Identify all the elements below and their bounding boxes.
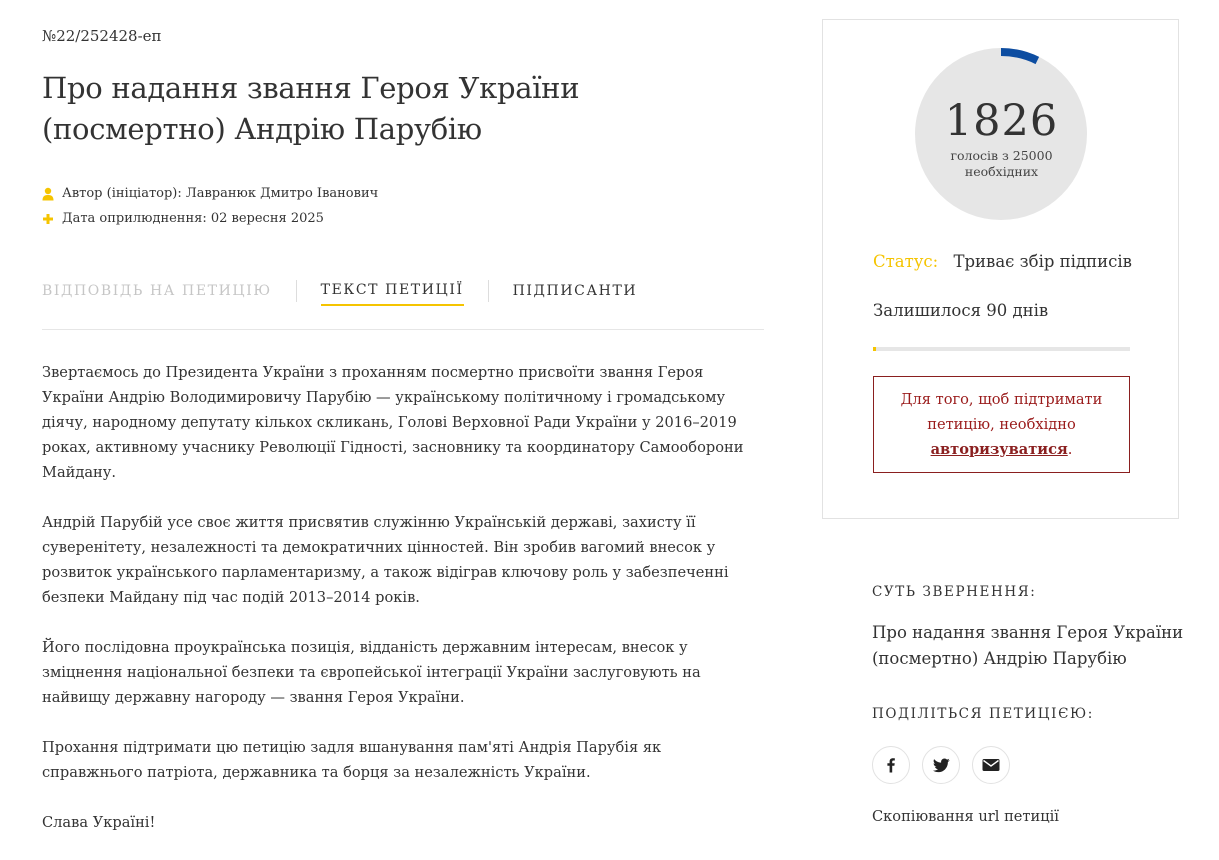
petition-title-line2: (посмертно) Андрію Парубію — [42, 112, 482, 146]
twitter-icon — [933, 758, 950, 773]
petition-title — [42, 68, 682, 150]
tab-signers[interactable]: ПІДПИСАНТИ — [512, 283, 638, 299]
essence-text: Про надання звання Героя України (посмертно) Андрію Парубію — [872, 623, 1184, 668]
auth-notice-end: . — [1067, 441, 1073, 458]
petition-status — [873, 252, 1132, 271]
copy-url-link[interactable]: Скопіювання url петиції — [872, 808, 1059, 825]
days-progress-bar — [873, 347, 1130, 351]
days-left: Залишилося 90 днів — [873, 301, 1049, 320]
petition-date-text: Дата оприлюднення: 02 вересня 2025 — [62, 211, 324, 226]
share-buttons — [872, 746, 1022, 784]
petition-author-text: Автор (ініціатор): Лавранюк Дмитро Іванович — [62, 186, 379, 201]
votes-label — [823, 148, 1180, 180]
petition-title-line1: Про надання звання Героя України — [42, 71, 580, 105]
tabs-divider-line — [42, 329, 764, 330]
tab-divider — [488, 280, 489, 302]
tab-petition-text[interactable]: ТЕКСТ ПЕТИЦІЇ — [321, 282, 464, 306]
petition-number: №22/252428-еп — [42, 27, 162, 45]
votes-label-line2: необхідних — [964, 164, 1039, 179]
auth-notice — [873, 376, 1130, 473]
essence-heading: СУТЬ ЗВЕРНЕННЯ: — [872, 584, 1037, 600]
share-email-button[interactable] — [972, 746, 1010, 784]
petition-paragraph: Прохання підтримати цю петицію задля вшанування пам'яті Андрія Парубія як справжнього патріота, державника та борця за незалежність України. — [42, 739, 662, 781]
petition-date — [42, 211, 324, 226]
plus-icon — [42, 212, 54, 226]
auth-link[interactable]: авторизуватися — [930, 441, 1068, 458]
petition-body — [42, 360, 764, 860]
petition-paragraph: Звертаємось до Президента України з проханням посмертно присвоїти звання Героя України Андрію Володимировичу Парубію — українському політичному і громадському діячу, народному депутату кількох скликань, Голові Верховної Ради України у 2016–2019 роках, активному учаснику Революції Гідності, засновнику та координатору Самооборони Майдану. — [42, 364, 744, 481]
petition-author — [42, 186, 378, 201]
petition-paragraph: Слава Україні! — [42, 814, 156, 831]
petition-tabs — [42, 282, 764, 306]
tab-divider — [296, 280, 297, 302]
petition-paragraph: Його послідовна проукраїнська позиція, відданість державним інтересам, внесок у зміцнення національної безпеки та європейської інтеграції України заслуговують на найвищу державну нагороду — звання Героя України. — [42, 639, 701, 706]
days-progress-fill — [873, 347, 876, 351]
envelope-icon — [982, 758, 1000, 772]
status-value: Триває збір підписів — [953, 252, 1132, 271]
votes-label-line1: голосів з 25000 — [950, 148, 1053, 163]
share-twitter-button[interactable] — [922, 746, 960, 784]
facebook-icon — [883, 757, 899, 773]
share-heading: ПОДІЛІТЬСЯ ПЕТИЦІЄЮ: — [872, 706, 1094, 722]
user-icon — [42, 187, 54, 201]
votes-count: 1826 — [944, 96, 1059, 146]
share-facebook-button[interactable] — [872, 746, 910, 784]
status-label: Статус: — [873, 252, 939, 271]
auth-notice-text: Для того, щоб підтримати петицію, необхідно — [900, 391, 1103, 433]
petition-status-box — [822, 19, 1179, 519]
petition-paragraph: Андрій Парубій усе своє життя присвятив служінню Українській державі, захисту її суверенітету, незалежності та демократичних цінностей. Він зробив вагомий внесок у розвиток українського парламентаризму, а також відіграв ключову роль у забезпеченні безпеки Майдану під час подій 2013–2014 років. — [42, 514, 729, 606]
tab-answer[interactable]: ВІДПОВІДЬ НА ПЕТИЦІЮ — [42, 283, 272, 299]
